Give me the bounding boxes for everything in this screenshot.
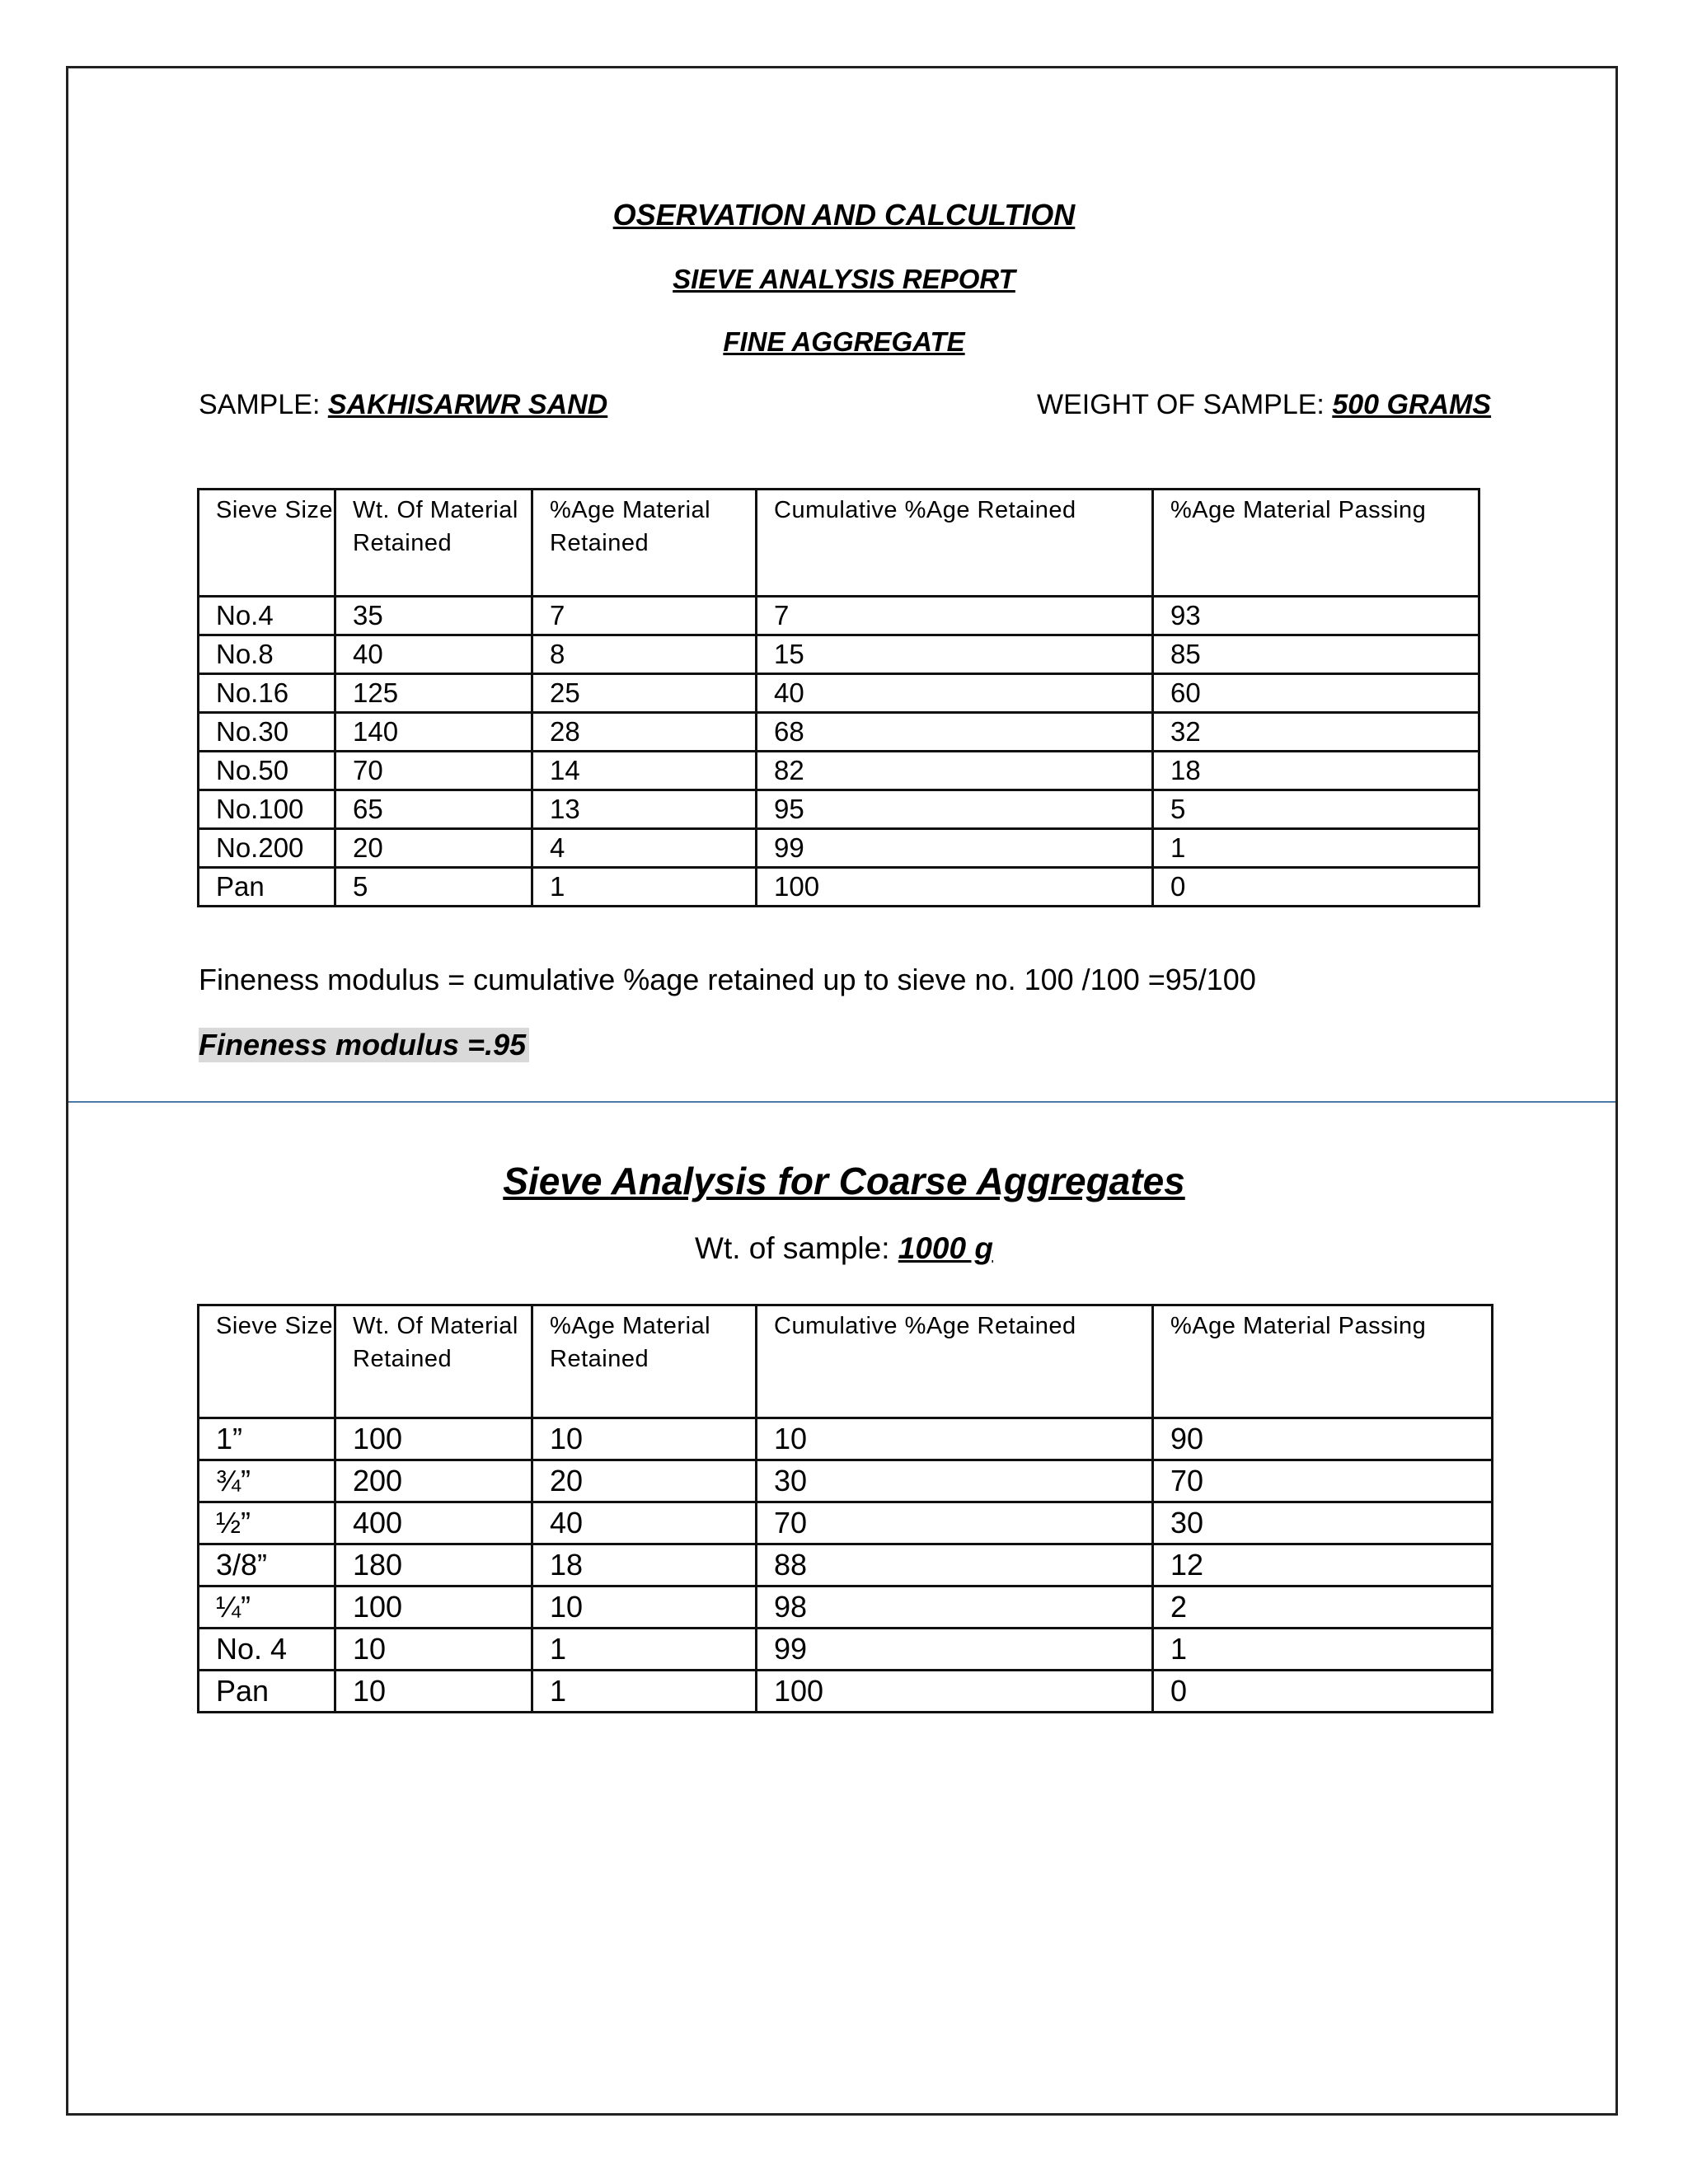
table-cell: 20 [335, 829, 532, 868]
table-header-row [199, 1305, 1493, 1418]
sample-weight-info [1037, 389, 1491, 421]
table-row [199, 790, 1479, 829]
header-cell: Cumulative %Age Retained [757, 490, 1153, 597]
table-cell: 99 [757, 1629, 1153, 1671]
table-cell: 12 [1153, 1544, 1493, 1586]
table-cell: 25 [532, 674, 757, 713]
table-row [199, 868, 1479, 907]
table-cell: 0 [1153, 868, 1479, 907]
table-row [199, 829, 1479, 868]
table-cell: 100 [335, 1586, 532, 1629]
table-cell: 18 [532, 1544, 757, 1586]
table-cell: 5 [335, 868, 532, 907]
table-row [199, 1502, 1493, 1544]
table-cell: 99 [757, 829, 1153, 868]
table-cell: 4 [532, 829, 757, 868]
table-cell: 10 [532, 1418, 757, 1460]
header-cell: Wt. Of Material Retained [335, 1305, 532, 1418]
report-title: SIEVE ANALYSIS REPORT [673, 264, 1015, 294]
table-cell: No.16 [199, 674, 335, 713]
table-cell: 1 [532, 1629, 757, 1671]
header-cell: %Age Material Passing [1153, 1305, 1493, 1418]
table-cell: 100 [335, 1418, 532, 1460]
table-cell: 14 [532, 752, 757, 790]
table-cell: 7 [757, 597, 1153, 635]
coarse-weight-label: Wt. of sample: [695, 1231, 890, 1265]
fineness-modulus-formula: Fineness modulus = cumulative %age retained up to sieve no. 100 /100 =95/100 [199, 963, 1256, 996]
table-cell: 200 [335, 1460, 532, 1502]
table-row [199, 1418, 1493, 1460]
table-cell: ¾” [199, 1460, 335, 1502]
fine-aggregate-table [197, 488, 1480, 907]
table-cell: 5 [1153, 790, 1479, 829]
table-cell: No.4 [199, 597, 335, 635]
table-row [199, 1629, 1493, 1671]
table-cell: 93 [1153, 597, 1479, 635]
table-cell: 40 [757, 674, 1153, 713]
section-divider [68, 1101, 1615, 1103]
header-cell: Cumulative %Age Retained [757, 1305, 1153, 1418]
table-cell: No.100 [199, 790, 335, 829]
table-cell: 70 [335, 752, 532, 790]
table-row [199, 1544, 1493, 1586]
table-row [199, 1586, 1493, 1629]
table-cell: No.50 [199, 752, 335, 790]
table-cell: 1 [1153, 1629, 1493, 1671]
table-cell: 100 [757, 1671, 1153, 1713]
table-cell: 10 [335, 1629, 532, 1671]
header-cell: Sieve Size [199, 490, 335, 597]
table-cell: 68 [757, 713, 1153, 752]
table-header-row [199, 490, 1479, 597]
table-cell: 1” [199, 1418, 335, 1460]
coarse-weight-value: 1000 g [898, 1231, 993, 1265]
table-row [199, 713, 1479, 752]
header-cell: %Age Material Passing [1153, 490, 1479, 597]
weight-label: WEIGHT OF SAMPLE: [1037, 389, 1325, 420]
table-cell: 70 [1153, 1460, 1493, 1502]
table-cell: 85 [1153, 635, 1479, 674]
table-cell: ½” [199, 1502, 335, 1544]
sample-label: SAMPLE: [199, 389, 321, 420]
coarse-section-title: Sieve Analysis for Coarse Aggregates [503, 1160, 1185, 1202]
table-cell: 90 [1153, 1418, 1493, 1460]
table-cell: 65 [335, 790, 532, 829]
table-cell: 10 [757, 1418, 1153, 1460]
sample-value: SAKHISARWR SAND [327, 389, 608, 420]
header-cell: Sieve Size [199, 1305, 335, 1418]
table-cell: 100 [757, 868, 1153, 907]
table-row [199, 752, 1479, 790]
page-title: OSERVATION AND CALCULTION [612, 198, 1076, 232]
table-cell: 7 [532, 597, 757, 635]
table-row [199, 1671, 1493, 1713]
coarse-aggregate-table [197, 1304, 1493, 1713]
table-cell: 400 [335, 1502, 532, 1544]
table-cell: 15 [757, 635, 1153, 674]
coarse-sample-weight [0, 1231, 1688, 1266]
table-cell: 8 [532, 635, 757, 674]
table-row [199, 674, 1479, 713]
weight-value: 500 GRAMS [1332, 389, 1492, 420]
fineness-modulus-result: Fineness modulus =.95 [199, 1028, 529, 1062]
table-cell: 30 [1153, 1502, 1493, 1544]
table-cell: 88 [757, 1544, 1153, 1586]
table-cell: No.30 [199, 713, 335, 752]
table-row [199, 597, 1479, 635]
table-cell: 40 [335, 635, 532, 674]
header-cell: %Age Material Retained [532, 1305, 757, 1418]
table-cell: 13 [532, 790, 757, 829]
table-cell: No.200 [199, 829, 335, 868]
table-cell: No. 4 [199, 1629, 335, 1671]
table-cell: 20 [532, 1460, 757, 1502]
table-cell: 32 [1153, 713, 1479, 752]
table-cell: Pan [199, 868, 335, 907]
table-cell: 82 [757, 752, 1153, 790]
table-cell: 18 [1153, 752, 1479, 790]
table-cell: 2 [1153, 1586, 1493, 1629]
table-cell: 1 [532, 1671, 757, 1713]
table-cell: 95 [757, 790, 1153, 829]
table-cell: Pan [199, 1671, 335, 1713]
table-cell: 98 [757, 1586, 1153, 1629]
table-cell: 70 [757, 1502, 1153, 1544]
sample-info [199, 389, 607, 421]
table-cell: 0 [1153, 1671, 1493, 1713]
table-cell: ¼” [199, 1586, 335, 1629]
table-row [199, 635, 1479, 674]
table-cell: 35 [335, 597, 532, 635]
table-cell: 40 [532, 1502, 757, 1544]
table-row [199, 1460, 1493, 1502]
header-cell: Wt. Of Material Retained [335, 490, 532, 597]
table-cell: 60 [1153, 674, 1479, 713]
table-cell: No.8 [199, 635, 335, 674]
table-cell: 125 [335, 674, 532, 713]
table-cell: 1 [1153, 829, 1479, 868]
table-cell: 1 [532, 868, 757, 907]
page-border [66, 66, 1618, 2116]
section-title-fine-aggregate: FINE AGGREGATE [723, 326, 965, 357]
table-cell: 30 [757, 1460, 1153, 1502]
table-cell: 180 [335, 1544, 532, 1586]
table-cell: 10 [532, 1586, 757, 1629]
table-cell: 28 [532, 713, 757, 752]
table-cell: 140 [335, 713, 532, 752]
header-cell: %Age Material Retained [532, 490, 757, 597]
table-cell: 10 [335, 1671, 532, 1713]
table-cell: 3/8” [199, 1544, 335, 1586]
